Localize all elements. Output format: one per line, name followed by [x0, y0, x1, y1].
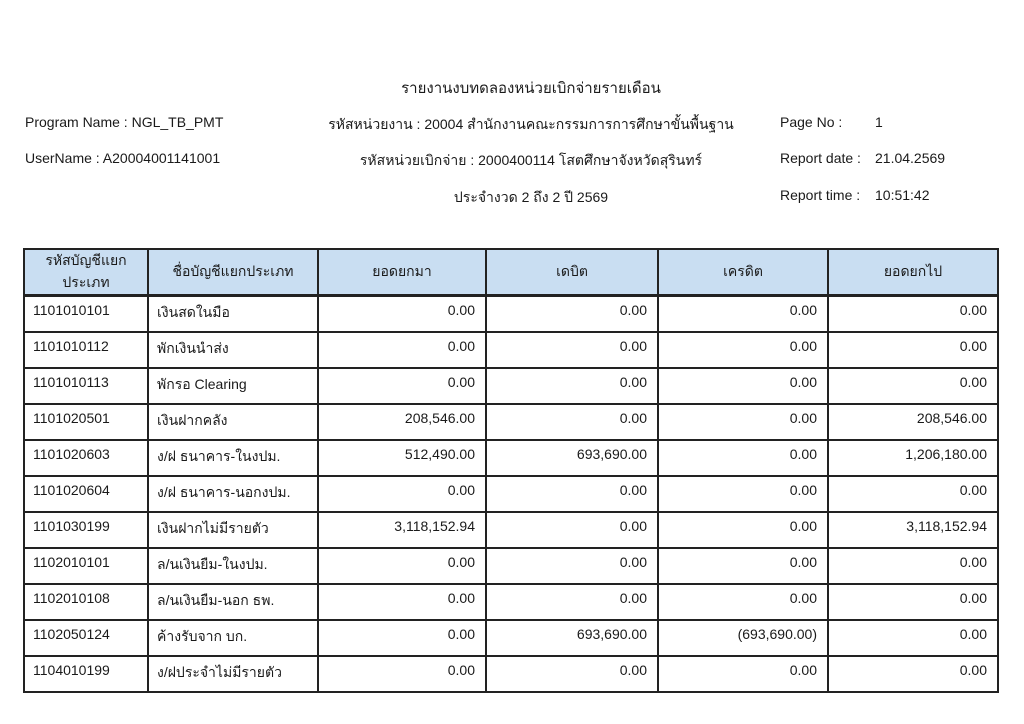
brought-forward-cell: 512,490.00 — [318, 440, 486, 476]
credit-cell: 0.00 — [658, 404, 828, 440]
account-code-cell: 1102010101 — [24, 548, 148, 584]
carried-forward-cell: 0.00 — [828, 548, 998, 584]
account-name-cell: เงินฝากไม่มีรายตัว — [148, 512, 318, 548]
credit-cell: 0.00 — [658, 332, 828, 368]
column-header: ยอดยกไป — [828, 249, 998, 296]
account-name-cell: พักเงินนำส่ง — [148, 332, 318, 368]
credit-cell: 0.00 — [658, 656, 828, 692]
account-code-cell: 1102050124 — [24, 620, 148, 656]
table-header-row — [24, 249, 998, 296]
debit-cell: 0.00 — [486, 368, 658, 404]
carried-forward-cell: 0.00 — [828, 620, 998, 656]
debit-cell: 0.00 — [486, 584, 658, 620]
debit-cell: 693,690.00 — [486, 620, 658, 656]
account-code-cell: 1101010112 — [24, 332, 148, 368]
account-name-cell: ง/ฝ ธนาคาร-นอกงปม. — [148, 476, 318, 512]
table-row — [24, 404, 998, 440]
credit-cell: 0.00 — [658, 368, 828, 404]
brought-forward-cell: 0.00 — [318, 332, 486, 368]
account-name-cell: เงินสดในมือ — [148, 296, 318, 332]
report-date-value: 21.04.2569 — [875, 150, 946, 166]
account-code-cell: 1101010101 — [24, 296, 148, 332]
table-row — [24, 368, 998, 404]
brought-forward-cell: 208,546.00 — [318, 404, 486, 440]
account-code-cell: 1101020604 — [24, 476, 148, 512]
table-row — [24, 332, 998, 368]
account-code-cell: 1102010108 — [24, 584, 148, 620]
debit-cell: 0.00 — [486, 332, 658, 368]
account-name-cell: ล/นเงินยืม-นอก ธพ. — [148, 584, 318, 620]
debit-cell: 0.00 — [486, 656, 658, 692]
user-name: UserName : A20004001141001 — [25, 150, 221, 166]
brought-forward-cell: 3,118,152.94 — [318, 512, 486, 548]
account-name-cell: เงินฝากคลัง — [148, 404, 318, 440]
credit-cell: 0.00 — [658, 584, 828, 620]
report-time-value: 10:51:42 — [875, 187, 930, 203]
trial-balance-table — [23, 248, 999, 693]
debit-cell: 0.00 — [486, 296, 658, 332]
carried-forward-cell: 0.00 — [828, 476, 998, 512]
account-name-cell: พักรอ Clearing — [148, 368, 318, 404]
brought-forward-cell: 0.00 — [318, 584, 486, 620]
credit-cell: 0.00 — [658, 296, 828, 332]
table-row — [24, 548, 998, 584]
report-title: รายงานงบทดลองหน่วยเบิกจ่ายรายเดือน — [401, 80, 661, 97]
carried-forward-cell: 0.00 — [828, 656, 998, 692]
brought-forward-cell: 0.00 — [318, 296, 486, 332]
page-no-value: 1 — [875, 114, 883, 130]
report-date-label: Report date : — [780, 150, 861, 166]
account-code-cell: 1101010113 — [24, 368, 148, 404]
debit-cell: 0.00 — [486, 548, 658, 584]
carried-forward-cell: 0.00 — [828, 332, 998, 368]
period-line: ประจำงวด 2 ถึง 2 ปี 2569 — [453, 189, 609, 205]
debit-cell: 693,690.00 — [486, 440, 658, 476]
table-row — [24, 476, 998, 512]
column-header: เดบิต — [486, 249, 658, 296]
column-header: ยอดยกมา — [318, 249, 486, 296]
table-row — [24, 584, 998, 620]
carried-forward-cell: 0.00 — [828, 584, 998, 620]
account-name-cell: ล/นเงินยืม-ในงปม. — [148, 548, 318, 584]
brought-forward-cell: 0.00 — [318, 476, 486, 512]
account-name-cell: ง/ฝ ธนาคาร-ในงปม. — [148, 440, 318, 476]
carried-forward-cell: 1,206,180.00 — [828, 440, 998, 476]
carried-forward-cell: 0.00 — [828, 368, 998, 404]
debit-cell: 0.00 — [486, 512, 658, 548]
carried-forward-cell: 0.00 — [828, 296, 998, 332]
account-name-cell: ง/ฝประจำไม่มีรายตัว — [148, 656, 318, 692]
account-code-cell: 1104010199 — [24, 656, 148, 692]
brought-forward-cell: 0.00 — [318, 548, 486, 584]
credit-cell: 0.00 — [658, 476, 828, 512]
credit-cell: 0.00 — [658, 548, 828, 584]
report-time-label: Report time : — [780, 187, 861, 203]
account-name-cell: ค้างรับจาก บก. — [148, 620, 318, 656]
agency-line: รหัสหน่วยงาน : 20004 สำนักงานคณะกรรมการการศึกษาขั้นพื้นฐาน — [328, 116, 734, 132]
table-row — [24, 512, 998, 548]
table-row — [24, 620, 998, 656]
page-no-label: Page No : — [780, 114, 843, 130]
column-header: เครดิต — [658, 249, 828, 296]
debit-cell: 0.00 — [486, 476, 658, 512]
table-header — [24, 249, 998, 296]
column-header: รหัสบัญชีแยกประเภท — [24, 249, 148, 296]
program-name: Program Name : NGL_TB_PMT — [25, 114, 224, 130]
table-body — [24, 296, 998, 692]
table-row — [24, 440, 998, 476]
credit-cell: (693,690.00) — [658, 620, 828, 656]
brought-forward-cell: 0.00 — [318, 620, 486, 656]
table-row — [24, 656, 998, 692]
account-code-cell: 1101020603 — [24, 440, 148, 476]
disbursement-unit-line: รหัสหน่วยเบิกจ่าย : 2000400114 โสตศึกษาจังหวัดสุรินทร์ — [359, 152, 703, 168]
table-row — [24, 296, 998, 332]
account-code-cell: 1101030199 — [24, 512, 148, 548]
account-code-cell: 1101020501 — [24, 404, 148, 440]
carried-forward-cell: 208,546.00 — [828, 404, 998, 440]
debit-cell: 0.00 — [486, 404, 658, 440]
column-header: ชื่อบัญชีแยกประเภท — [148, 249, 318, 296]
credit-cell: 0.00 — [658, 512, 828, 548]
credit-cell: 0.00 — [658, 440, 828, 476]
brought-forward-cell: 0.00 — [318, 368, 486, 404]
carried-forward-cell: 3,118,152.94 — [828, 512, 998, 548]
brought-forward-cell: 0.00 — [318, 656, 486, 692]
